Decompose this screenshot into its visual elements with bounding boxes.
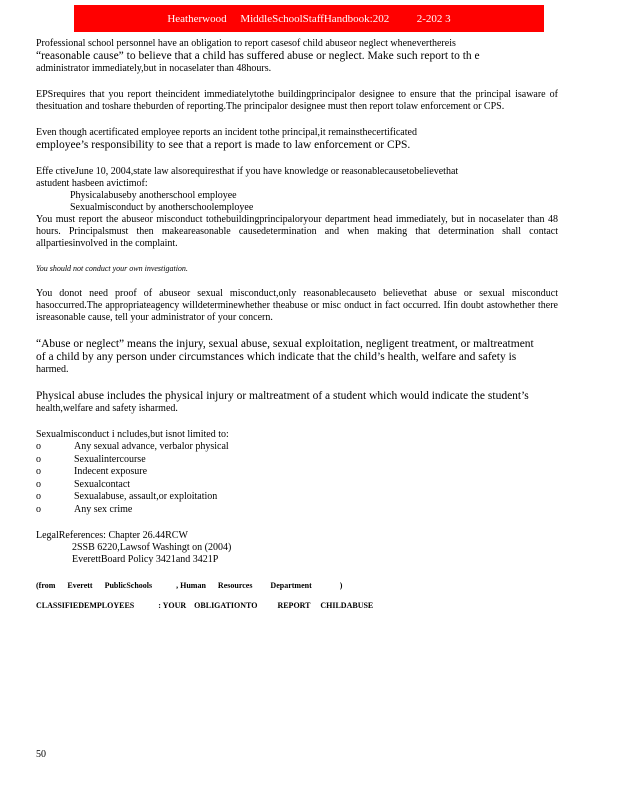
page-number: 50	[36, 749, 46, 760]
page-body	[36, 38, 558, 611]
paragraph-report-obligation-2: “reasonable cause” to believe that a child has suffered abuse or neglect. Make such report to th e	[36, 50, 480, 62]
paragraph-abuse-definition-1: “Abuse or neglect” means the injury, sexual abuse, sexual exploitation, negligent treatment, or maltreatment	[36, 338, 534, 350]
paragraph-physical-abuse-2: health,welfare and safety isharmed.	[36, 403, 178, 414]
paragraph-certificated-2: employee’s responsibility to see that a report is made to law enforcement or CPS.	[36, 139, 411, 151]
paragraph-physical-abuse-1: Physical abuse includes the physical injury or maltreatment of a student which would indicate the student’s	[36, 390, 529, 402]
legal-reference-line: LegalReferences: Chapter 26.44RCW	[36, 530, 188, 541]
paragraph-no-investigation: You should not conduct your own investigation.	[36, 264, 188, 273]
paragraph-certificated-1: Even though acertificated employee reports an incident tothe principal,it remainsthecertificated	[36, 127, 417, 138]
handbook-header-banner: Heatherwood MiddleSchoolStaffHandbook:202 2-202 3	[74, 5, 544, 32]
list-item: Sexualmisconduct by anotherschoolemployee	[70, 202, 254, 213]
legal-reference-line: 2SSB 6220,Lawsof Washingt on (2004)	[72, 542, 232, 553]
list-item: o Any sexual advance, verbalor physical	[36, 441, 229, 452]
paragraph-state-law-2: astudent hasbeen avictimof:	[36, 178, 148, 189]
misconduct-list	[36, 441, 558, 516]
list-item: o Sexualintercourse	[36, 453, 146, 465]
legal-references	[36, 530, 558, 566]
list-item: Physicalabuseby anotherschool employee	[70, 190, 237, 201]
list-item: o Sexualcontact	[36, 478, 131, 490]
paragraph-sexual-misconduct: Sexualmisconduct i ncludes,but isnot limited to:	[36, 429, 229, 440]
victim-of-list	[36, 190, 558, 214]
paragraph-must-report: You must report the abuseor misconduct tothebuildingprincipaloryour department head immediately, but in nocaselater than 48 hours. Principalsmust then makeareasonable causedetermination and when making that determination shall contact allpartiesinvolved in the complaint.	[36, 214, 558, 249]
paragraph-abuse-definition-3: harmed.	[36, 364, 69, 375]
list-item: o Any sex crime	[36, 503, 133, 515]
list-item: o Sexualabuse, assault,or exploitation	[36, 491, 218, 502]
list-item: o Indecent exposure	[36, 466, 148, 477]
paragraph-state-law-1: Effe ctiveJune 10, 2004,state law alsorequiresthat if you have knowledge or reasonablecausetobelievethat	[36, 166, 459, 177]
paragraph-no-proof: You donot need proof of abuseor sexual misconduct,only reasonablecauseto believethat abuse or sexual misconduct hasoccurred.The appropriateagency willdeterminewhether theabuse or misc onduct in fact occurred. Ifin doubt astowhether there isreasonable cause, tell your administrator of your concern.	[36, 288, 558, 323]
paragraph-eps-requirement: EPSrequires that you report theincident immediatelytothe buildingprincipalor designee to ensure that the principal isaware of thesituation and toshare theburden of reporting.The principalor designee must then report tolaw enforcement or CPS.	[36, 89, 558, 112]
legal-reference-line: EverettBoard Policy 3421and 3421P	[72, 554, 219, 565]
source-citation	[36, 580, 558, 611]
source-line: (from Everett PublicSchools , Human Resources Department )	[36, 581, 343, 590]
paragraph-abuse-definition-2: of a child by any person under circumstances which indicate that the child’s health, welfare and safety is	[36, 351, 517, 363]
paragraph-report-obligation-3: administrator immediately,but in nocaselater than 48hours.	[36, 63, 272, 74]
source-line: CLASSIFIEDEMPLOYEES : YOUR OBLIGATIONTO REPORT CHILDABUSE	[36, 601, 374, 610]
paragraph-report-obligation-1: Professional school personnel have an obligation to report casesof child abuseor neglect wheneverthereis	[36, 38, 456, 49]
